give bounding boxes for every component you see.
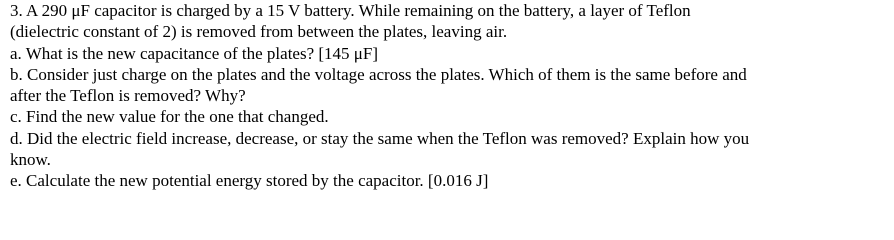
part-d-line-1: d. Did the electric field increase, decrease, or stay the same when the Teflon was removed? Explain how you	[10, 128, 750, 148]
part-c	[10, 106, 886, 127]
problem-stem-line-1: 3. A 290 μF capacitor is charged by a 15 V battery. While remaining on the battery, a layer of Teflon	[10, 1, 691, 20]
part-e	[10, 170, 886, 191]
part-b-line-2: after the Teflon is removed? Why?	[10, 86, 246, 106]
part-e-line-1: e. Calculate the new potential energy stored by the capacitor. [0.016 J]	[10, 171, 489, 191]
part-b	[10, 64, 886, 107]
problem-3	[10, 0, 886, 192]
part-c-line-1: c. Find the new value for the one that changed.	[10, 107, 329, 127]
part-b-line-1: b. Consider just charge on the plates and the voltage across the plates. Which of them is the same before and	[10, 64, 747, 84]
part-a	[10, 43, 886, 64]
part-d	[10, 128, 886, 171]
part-d-line-2: know.	[10, 150, 51, 170]
part-a-line-1: a. What is the new capacitance of the plates? [145 μF]	[10, 43, 379, 63]
problem-stem-line-2: (dielectric constant of 2) is removed from between the plates, leaving air.	[10, 22, 508, 42]
